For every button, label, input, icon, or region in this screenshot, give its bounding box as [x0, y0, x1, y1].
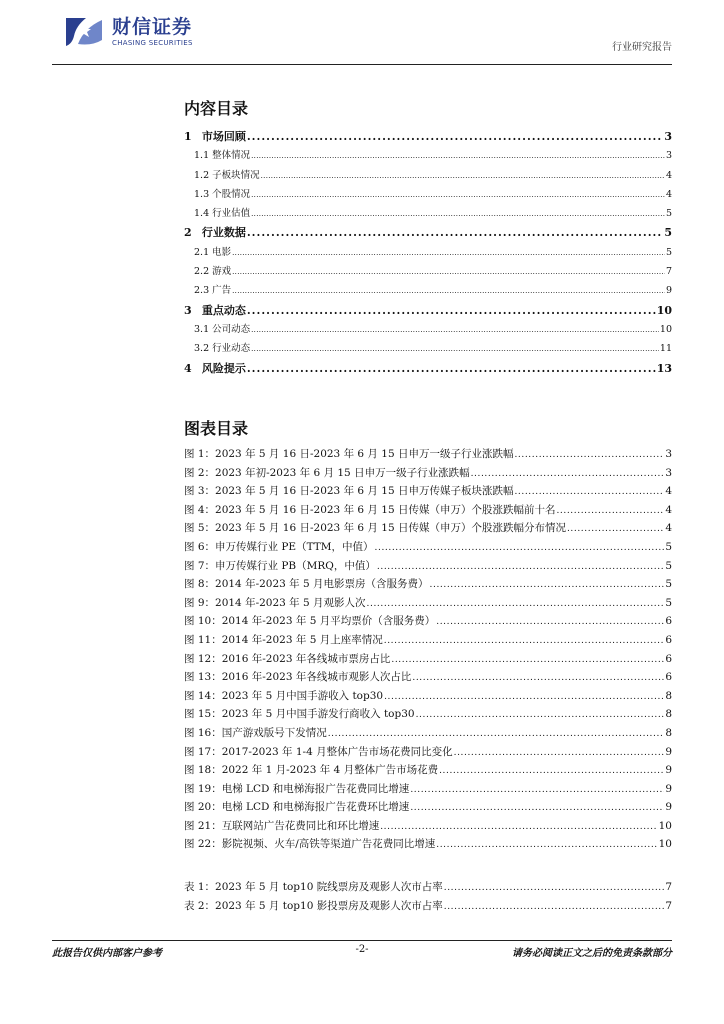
entry-label: 表 1：2023 年 5 月 top10 院线票房及观影人次市占率 [184, 881, 443, 893]
entry-page-number: 3 [664, 130, 672, 143]
entry-page-number: 5 [665, 596, 672, 609]
entry-label: 图 8：2014 年-2023 年 5 月电影票房（含服务费） [184, 578, 429, 591]
entry-page-number: 4 [665, 485, 672, 498]
dot-leader [328, 729, 665, 739]
entry-label: 图 11：2014 年-2023 年 5 月上座率情况 [184, 633, 383, 646]
dot-leader [410, 785, 664, 795]
toc-entry-number: 1.4 [194, 208, 210, 220]
dot-leader [436, 617, 664, 627]
entry-page-number: 8 [665, 726, 672, 739]
dot-leader [514, 487, 664, 497]
dot-leader [412, 673, 664, 683]
entry-page-number: 4 [665, 522, 672, 535]
entry-page-number: 5 [665, 540, 672, 553]
figure-entry[interactable] [184, 725, 672, 744]
dot-leader [436, 840, 657, 850]
toc-entry[interactable] [184, 244, 672, 263]
entry-page-number: 5 [664, 226, 672, 240]
entry-page-number: 9 [665, 801, 672, 814]
entry-page-number: 7 [665, 266, 672, 278]
dot-leader [377, 562, 664, 572]
dot-leader [367, 599, 665, 609]
figure-entry[interactable] [184, 465, 672, 484]
figure-entry[interactable] [184, 818, 672, 837]
toc-entry[interactable] [184, 128, 672, 147]
figure-entry[interactable] [184, 669, 672, 688]
dot-leader [384, 692, 664, 702]
entry-label: 图 4：2023 年 5 月 16 日-2023 年 6 月 15 日传媒（申万）个股涨跌幅前十名 [184, 503, 556, 516]
toc-entry-number: 1.2 [194, 169, 210, 181]
entry-page-number: 5 [665, 559, 672, 572]
entry-label: 图 18：2022 年 1 月-2023 年 4 月整体广告市场花费 [184, 764, 439, 777]
entry-label: 整体情况 [212, 150, 251, 162]
header-divider [52, 64, 672, 65]
toc-entry-number: 2 [184, 226, 192, 240]
figure-entry[interactable] [184, 595, 672, 614]
dot-leader [251, 326, 659, 334]
entry-page-number: 8 [665, 689, 672, 702]
dot-leader [416, 710, 665, 720]
table-entry[interactable] [184, 879, 672, 898]
footer-disclaimer: 此报告仅供内部客户参考 [52, 948, 162, 959]
brand-logo-icon [62, 14, 106, 50]
entry-label: 子板块情况 [212, 169, 260, 181]
entry-page-number: 9 [665, 745, 672, 758]
figure-entry[interactable] [184, 558, 672, 577]
figure-entry[interactable] [184, 762, 672, 781]
toc-entry[interactable] [184, 186, 672, 205]
toc-entry[interactable] [184, 282, 672, 301]
entry-page-number: 10 [658, 838, 672, 851]
entry-label: 表 2：2023 年 5 月 top10 影投票房及观影人次市占率 [184, 899, 443, 912]
dot-leader [247, 362, 656, 375]
dot-leader [232, 268, 665, 276]
dot-leader [410, 803, 664, 813]
dot-leader [261, 172, 665, 180]
tables-list [184, 879, 672, 916]
figure-entry[interactable] [184, 744, 672, 763]
toc-entry-number: 3 [184, 303, 192, 317]
entry-page-number: 10 [659, 323, 672, 335]
footer-notice: 请务必阅读正文之后的免责条款部分 [512, 948, 672, 959]
figure-entry[interactable] [184, 502, 672, 521]
toc-entry-number: 1.3 [194, 188, 210, 200]
dot-leader [380, 822, 657, 832]
dot-leader [567, 524, 664, 534]
toc-entry-number: 1 [184, 130, 192, 143]
entry-label: 图 20：电梯 LCD 和电梯海报广告花费环比增速 [184, 801, 410, 814]
entry-label: 图 2：2023 年初-2023 年 6 月 15 日申万一级子行业涨跌幅 [184, 466, 470, 479]
dot-leader [430, 580, 665, 590]
toc-entry-number: 3.1 [194, 323, 210, 335]
entry-label: 行业估值 [212, 208, 251, 220]
dot-leader [391, 655, 664, 665]
entry-label: 图 12：2016 年-2023 年各线城市票房占比 [184, 652, 391, 665]
dot-leader [384, 636, 665, 646]
entry-page-number: 11 [659, 343, 672, 355]
entry-label: 图 14：2023 年 5 月中国手游收入 top30 [184, 689, 384, 702]
entry-page-number: 7 [665, 899, 672, 912]
toc-entry[interactable] [184, 302, 672, 321]
dot-leader [514, 450, 664, 460]
entry-label: 行业数据 [201, 226, 246, 240]
entry-page-number: 5 [665, 246, 672, 258]
toc-entry-number: 3.2 [194, 343, 210, 355]
toc-list [184, 128, 672, 379]
entry-label: 市场回顾 [201, 130, 246, 143]
dot-leader [251, 345, 659, 353]
entry-page-number: 5 [665, 578, 672, 591]
entry-label: 图 19：电梯 LCD 和电梯海报广告花费同比增速 [184, 782, 410, 795]
brand-logo [62, 14, 193, 50]
dot-leader [439, 766, 664, 776]
toc-entry[interactable] [184, 205, 672, 224]
entry-label: 风险提示 [201, 361, 246, 375]
entry-page-number: 6 [665, 633, 672, 646]
toc-entry-number: 4 [184, 361, 192, 375]
dot-leader [375, 543, 665, 553]
toc-entry-number: 2.3 [194, 285, 210, 297]
toc-entry[interactable] [184, 167, 672, 186]
entry-page-number: 9 [665, 764, 672, 777]
entry-label: 图 5：2023 年 5 月 16 日-2023 年 6 月 15 日传媒（申万）个股涨跌幅分布情况 [184, 522, 566, 535]
dot-leader [556, 506, 664, 516]
entry-page-number: 8 [665, 708, 672, 721]
report-type: 行业研究报告 [612, 42, 672, 53]
entry-label: 行业动态 [212, 343, 251, 355]
figure-entry[interactable] [184, 613, 672, 632]
brand-name-cn: 财信证券 [112, 16, 193, 38]
entry-label: 电影 [212, 246, 232, 258]
dot-leader [444, 883, 665, 893]
figure-entry[interactable] [184, 446, 672, 465]
toc-entry[interactable] [184, 321, 672, 340]
entry-label: 游戏 [212, 266, 232, 278]
toc-entry[interactable] [184, 147, 672, 166]
dot-leader [251, 152, 665, 160]
entry-label: 图 6：申万传媒行业 PE（TTM，中值） [184, 540, 374, 553]
entry-page-number: 5 [665, 208, 672, 220]
entry-page-number: 10 [656, 303, 672, 317]
entry-page-number: 9 [665, 285, 672, 297]
entry-label: 图 3：2023 年 5 月 16 日-2023 年 6 月 15 日申万传媒子板块涨跌幅 [184, 485, 514, 498]
figure-entry[interactable] [184, 632, 672, 651]
entry-page-number: 3 [665, 466, 672, 479]
toc-entry[interactable] [184, 224, 672, 243]
toc-entry-number: 1.1 [194, 150, 210, 162]
dot-leader [251, 191, 665, 199]
entry-page-number: 3 [665, 150, 672, 162]
entry-label: 重点动态 [201, 303, 246, 317]
figure-entry[interactable] [184, 651, 672, 670]
figure-entry[interactable] [184, 520, 672, 539]
page-header [0, 0, 724, 68]
figure-entry[interactable] [184, 483, 672, 502]
entry-label: 图 1：2023 年 5 月 16 日-2023 年 6 月 15 日申万一级子行业涨跌幅 [184, 448, 514, 460]
figure-entry[interactable] [184, 799, 672, 818]
dot-leader [232, 287, 665, 295]
figure-entry[interactable] [184, 781, 672, 800]
toc-entry-number: 2.2 [194, 266, 210, 278]
entry-label: 图 16：国产游戏版号下发情况 [184, 726, 327, 739]
entry-label: 图 9：2014 年-2023 年 5 月观影人次 [184, 596, 366, 609]
figure-entry[interactable] [184, 576, 672, 595]
entry-label: 图 17：2017-2023 年 1-4 月整体广告市场花费同比变化 [184, 745, 453, 758]
entry-label: 图 22：影院视频、火车/高铁等渠道广告花费同比增速 [184, 838, 436, 851]
entry-page-number: 6 [665, 615, 672, 628]
entry-label: 公司动态 [212, 323, 251, 335]
toc-entry[interactable] [184, 340, 672, 359]
figure-entry[interactable] [184, 706, 672, 725]
dot-leader [247, 130, 664, 143]
entry-label: 图 15：2023 年 5 月中国手游发行商收入 top30 [184, 708, 415, 721]
brand-name-en: CHASING SECURITIES [112, 39, 193, 47]
dot-leader [232, 249, 665, 257]
dot-leader [454, 748, 665, 758]
entry-page-number: 9 [665, 782, 672, 795]
entry-page-number: 4 [665, 503, 672, 516]
toc-entry[interactable] [184, 263, 672, 282]
dot-leader [471, 469, 665, 479]
toc-title: 内容目录 [184, 99, 249, 118]
entry-page-number: 4 [665, 169, 672, 181]
figure-entry[interactable] [184, 688, 672, 707]
entry-label: 图 21：互联网站广告花费同比和环比增速 [184, 819, 380, 832]
entry-label: 个股情况 [212, 188, 251, 200]
page-number: -2- [355, 944, 369, 955]
dot-leader [247, 304, 656, 317]
figure-entry[interactable] [184, 539, 672, 558]
dot-leader [247, 226, 664, 239]
dot-leader [251, 210, 665, 218]
footer-divider [52, 940, 672, 941]
figures-title: 图表目录 [184, 419, 249, 438]
entry-page-number: 13 [656, 361, 672, 375]
dot-leader [444, 902, 665, 912]
entry-page-number: 7 [665, 881, 672, 893]
toc-entry-number: 2.1 [194, 246, 210, 258]
entry-label: 图 7：申万传媒行业 PB（MRQ，中值） [184, 559, 376, 572]
entry-page-number: 6 [665, 671, 672, 684]
entry-page-number: 6 [665, 652, 672, 665]
toc-entry[interactable] [184, 360, 672, 379]
figures-list [184, 446, 672, 855]
entry-page-number: 3 [665, 448, 672, 460]
entry-label: 图 10：2014 年-2023 年 5 月平均票价（含服务费） [184, 615, 436, 628]
entry-label: 广告 [212, 285, 232, 297]
entry-page-number: 4 [665, 188, 672, 200]
entry-label: 图 13：2016 年-2023 年各线城市观影人次占比 [184, 671, 412, 684]
figure-entry[interactable] [184, 836, 672, 855]
entry-page-number: 10 [658, 819, 672, 832]
table-entry[interactable] [184, 898, 672, 917]
